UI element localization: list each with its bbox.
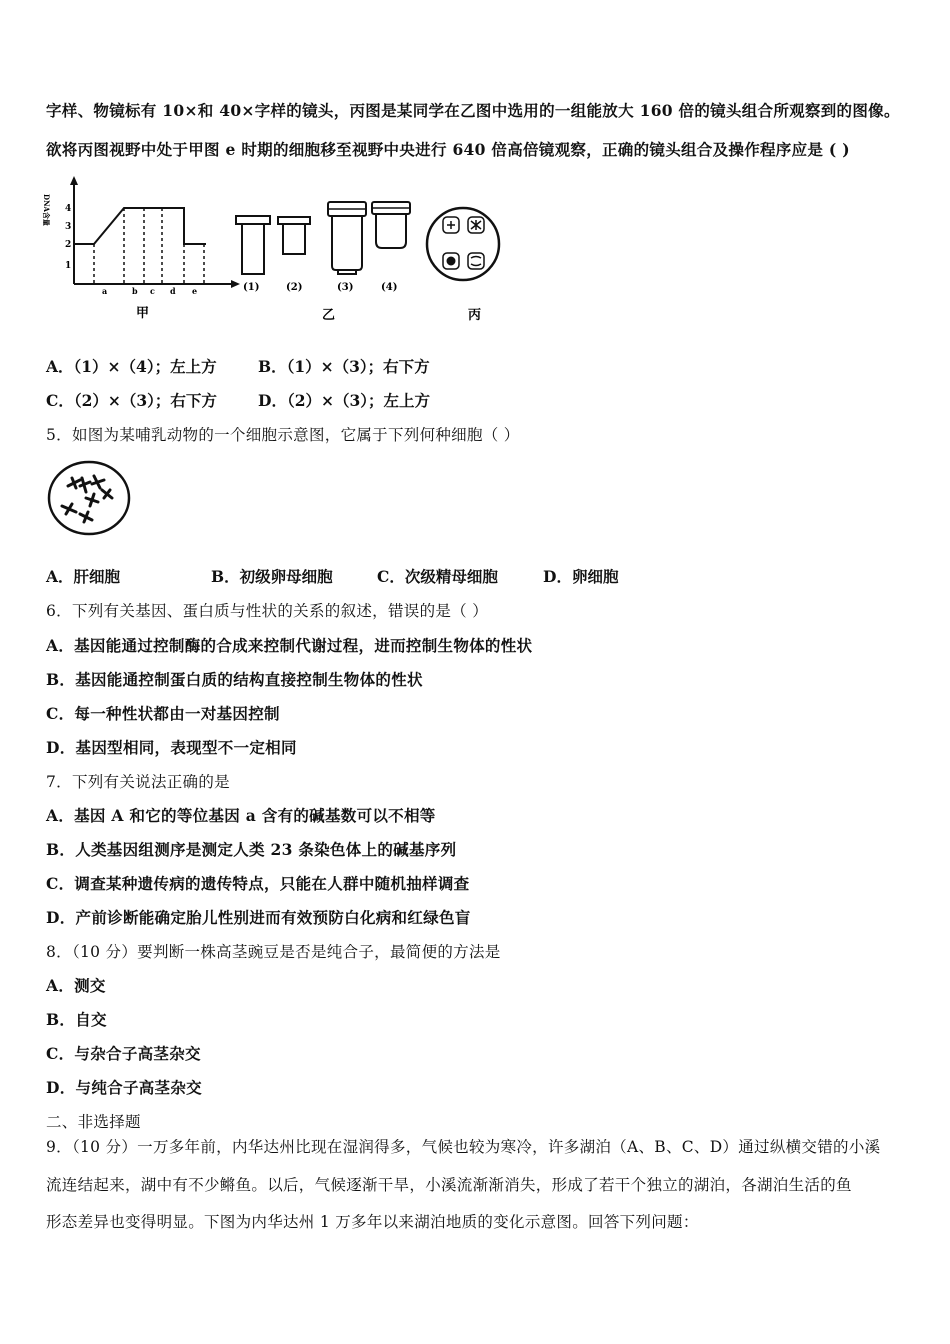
- lens-label-2: (2): [286, 282, 303, 293]
- lens-2: [278, 217, 310, 254]
- q5-stem: 5．如图为某哺乳动物的一个细胞示意图，它属于下列何种细胞（ ）: [46, 426, 520, 444]
- q4-options-row2: [46, 391, 430, 411]
- graph-xtick-d: d: [170, 286, 176, 296]
- graph-y-arrow: [70, 176, 78, 185]
- q7-option-b: B．人类基因组测序是测定人类 23 条染色体上的碱基序列: [46, 840, 457, 859]
- q4-option-d: D．（2）×（3）；左上方: [258, 391, 430, 410]
- lens-4: [372, 202, 410, 248]
- view-cell-top-left: [443, 217, 459, 233]
- view-cell-bottom-left: [443, 253, 459, 269]
- q4-stem-line2: 欲将丙图视野中处于甲图 e 时期的细胞移至视野中央进行 640 倍高倍镜观察，正确的镜头组合及操作程序应是 ( ): [46, 140, 850, 159]
- q4-option-c: C．（2）×（3）；右下方: [46, 391, 217, 410]
- graph-xtick-b: b: [132, 286, 138, 296]
- view-cell-bottom-right: [468, 253, 484, 269]
- q7-option-d: D．产前诊断能确定胎儿性别进而有效预防白化病和红绿色盲: [46, 908, 471, 927]
- lens-label-3: (3): [337, 282, 354, 293]
- q9-line1: 9．（10 分）一万多年前，内华达州比现在湿润得多，气候也较为寒冷，许多湖泊（A、B、C、D）通过纵横交错的小溪: [46, 1138, 881, 1156]
- q7-stem: 7．下列有关说法正确的是: [46, 773, 230, 791]
- graph-caption: 甲: [136, 306, 150, 321]
- graph-xtick-e: e: [192, 286, 198, 296]
- q4-stem-line1: 字样、物镜标有 10×和 40×字样的镜头，丙图是某同学在乙图中选用的一组能放大 160 倍的镜头组合所观察到的图像。: [46, 101, 900, 120]
- q6-option-a: A．基因能通过控制酶的合成来控制代谢过程，进而控制生物体的性状: [46, 636, 533, 655]
- q9-line2: 流连结起来，湖中有不少鳉鱼。以后，气候逐渐干旱，小溪流渐渐消失，形成了若干个独立的湖泊，各湖泊生活的鱼: [46, 1176, 852, 1194]
- q6-option-c: C．每一种性状都由一对基因控制: [46, 704, 280, 723]
- graph-x-arrow: [231, 280, 240, 288]
- graph-ytick-2: 2: [65, 240, 72, 250]
- view-caption: 丙: [468, 308, 482, 323]
- dna-content-graph: [70, 176, 240, 288]
- q9-line3: 形态差异也变得明显。下图为内华达州 1 万多年以来湖泊地质的变化示意图。回答下列问题：: [46, 1213, 699, 1231]
- q4-option-b: B．（1）×（3）；右下方: [258, 357, 430, 376]
- view-cell-top-right: [468, 217, 484, 233]
- graph-ytick-1: 1: [65, 261, 72, 271]
- q8-option-a: A．测交: [46, 976, 106, 995]
- q6-option-d: D．基因型相同，表现型不一定相同: [46, 738, 297, 757]
- q4-options-row1: [46, 357, 430, 377]
- graph-xtick-c: c: [150, 286, 155, 296]
- q5-option-a: A．肝细胞: [46, 567, 121, 586]
- microscope-view: [427, 208, 499, 280]
- q8-option-b: B．自交: [46, 1010, 107, 1029]
- q7-option-c: C．调查某种遗传病的遗传特点，只能在人群中随机抽样调查: [46, 874, 470, 893]
- q4-figure: [42, 172, 510, 327]
- lens-label-1: (1): [243, 282, 260, 293]
- section2-title: 二、非选择题: [46, 1113, 141, 1131]
- graph-xtick-a: a: [102, 286, 108, 296]
- q4-option-a: A．（1）×（4）；左上方: [46, 357, 217, 376]
- graph-ytick-4: 4: [65, 204, 72, 214]
- chromosomes: [62, 476, 112, 522]
- lens-caption: 乙: [322, 308, 336, 323]
- graph-curve: [74, 208, 206, 244]
- q8-option-c: C．与杂合子高茎杂交: [46, 1044, 201, 1063]
- lens-3: [328, 202, 366, 274]
- q8-option-d: D．与纯合子高茎杂交: [46, 1078, 202, 1097]
- lens-set: [236, 202, 410, 274]
- q7-option-a: A．基因 A 和它的等位基因 a 含有的碱基数可以不相等: [46, 806, 436, 825]
- graph-dashed-lines: [94, 208, 204, 284]
- graph-ytick-3: 3: [65, 222, 72, 232]
- q6-option-b: B．基因能通控制蛋白质的结构直接控制生物体的性状: [46, 670, 423, 689]
- q8-stem: 8．（10 分）要判断一株高茎豌豆是否是纯合子，最简便的方法是: [46, 943, 501, 961]
- q5-option-c: C．次级精母细胞: [377, 567, 498, 586]
- lens-1: [236, 216, 270, 274]
- q5-option-b: B．初级卵母细胞: [211, 567, 333, 586]
- q5-cell-figure: [46, 458, 132, 538]
- lens-label-4: (4): [381, 282, 398, 293]
- q5-options: [46, 567, 618, 587]
- q5-option-d: D．卵细胞: [543, 567, 619, 586]
- graph-ylabel: DNA含量: [42, 194, 51, 226]
- q6-stem: 6．下列有关基因、蛋白质与性状的关系的叙述，错误的是（ ）: [46, 602, 488, 620]
